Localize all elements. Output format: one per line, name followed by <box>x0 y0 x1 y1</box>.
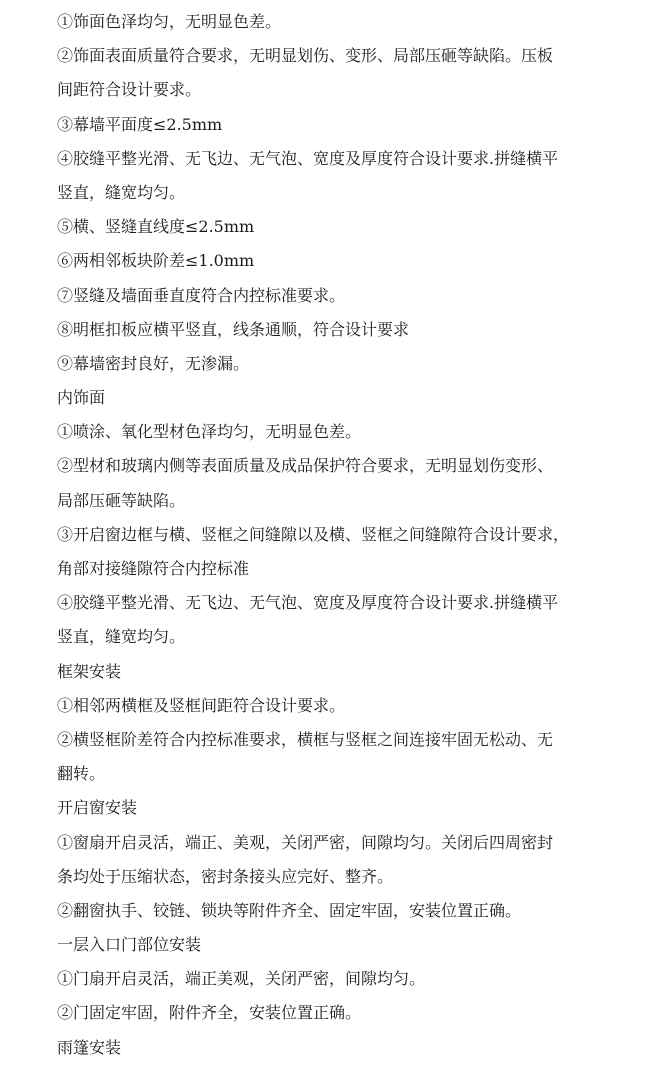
section-heading: 开启窗安装 <box>57 798 138 818</box>
text-line: 竖直，缝宽均匀。 <box>57 182 186 202</box>
text-line: ②门固定牢固，附件齐全，安装位置正确。 <box>57 1003 362 1023</box>
text-line: ①门扇开启灵活，端正美观，关闭严密，间隙均匀。 <box>57 969 426 989</box>
text-line: ②横竖框阶差符合内控标准要求，横框与竖框之间连接牢固无松动、无 <box>57 729 554 749</box>
section-heading: 一层入口门部位安装 <box>57 935 202 955</box>
text-line: ④胶缝平整光滑、无飞边、无气泡、宽度及厚度符合设计要求.拼缝横平 <box>57 593 559 613</box>
text-line: 间距符合设计要求。 <box>57 80 202 100</box>
text-line: ⑥两相邻板块阶差≤1.0mm <box>57 251 255 271</box>
text-line: 角部对接缝隙符合内控标准 <box>57 559 250 578</box>
text-line: ②型材和玻璃内侧等表面质量及成品保护符合要求，无明显划伤变形、 <box>57 456 554 476</box>
text-line: ③开启窗边框与横、竖框之间缝隙以及横、竖框之间缝隙符合设计要求， <box>57 524 570 544</box>
text-line: ①饰面色泽均匀，无明显色差。 <box>57 12 282 31</box>
document-body <box>57 5 647 1065</box>
text-line: ①喷涂、氧化型材色泽均匀，无明显色差。 <box>57 422 362 442</box>
text-line: 竖直，缝宽均匀。 <box>57 627 186 647</box>
text-line: ⑤横、竖缝直线度≤2.5mm <box>57 217 255 237</box>
section-heading: 雨篷安装 <box>57 1037 122 1057</box>
section-heading: 内饰面 <box>57 388 106 408</box>
text-line: ⑧明框扣板应横平竖直，线条通顺，符合设计要求 <box>57 319 410 339</box>
section-heading: 框架安装 <box>57 661 122 681</box>
text-line: ①相邻两横框及竖框间距符合设计要求。 <box>57 695 346 715</box>
text-line: ⑨幕墙密封良好，无渗漏。 <box>57 353 250 373</box>
text-line: ②翻窗执手、铰链、锁块等附件齐全、固定牢固，安装位置正确。 <box>57 900 522 920</box>
text-line: ⑦竖缝及墙面垂直度符合内控标准要求。 <box>57 285 346 305</box>
text-line: ④胶缝平整光滑、无飞边、无气泡、宽度及厚度符合设计要求.拼缝横平 <box>57 148 559 168</box>
text-line: 条均处于压缩状态，密封条接头应完好、整齐。 <box>57 866 394 886</box>
text-line: ②饰面表面质量符合要求，无明显划伤、变形、局部压砸等缺陷。压板 <box>57 46 554 66</box>
text-line: ①窗扇开启灵活，端正、美观，关闭严密，间隙均匀。关闭后四周密封 <box>57 832 554 852</box>
text-line: 局部压砸等缺陷。 <box>57 490 186 510</box>
text-line: 翻转。 <box>57 764 106 784</box>
text-line: ③幕墙平面度≤2.5mm <box>57 114 223 134</box>
